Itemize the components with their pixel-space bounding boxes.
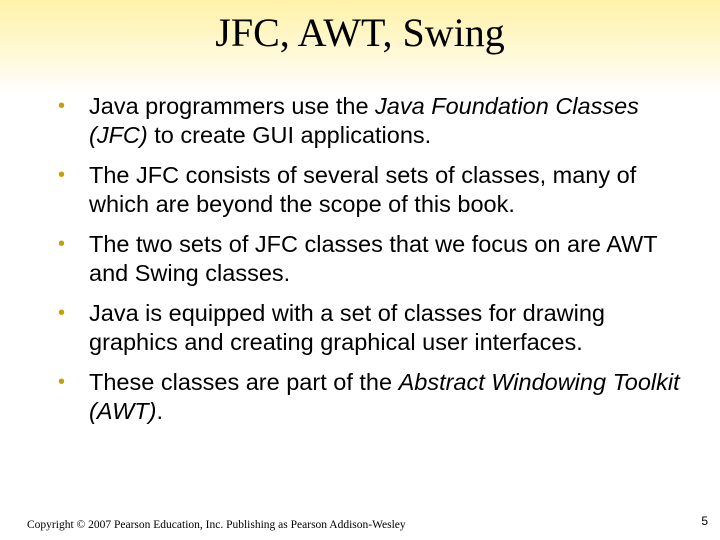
bullet-icon: •	[58, 233, 66, 255]
bullet-text-segment: Java programmers use the	[89, 93, 376, 119]
bullet-text: Java is equipped with a set of classes for drawing graphics and creating graphical user interfaces.	[89, 300, 605, 355]
bullet-text-italic: Abstract Windowing Toolkit (AWT)	[89, 369, 680, 424]
bullet-text-italic: Java Foundation Classes (JFC)	[89, 93, 639, 148]
bullet-text-segment: .	[156, 398, 163, 424]
bullet-item	[58, 299, 698, 357]
bullet-list	[58, 92, 698, 437]
footer-copyright: Copyright © 2007 Pearson Education, Inc. Publishing as Pearson Addison-Wesley	[27, 519, 406, 531]
bullet-text-segment: to create GUI applications.	[147, 122, 432, 148]
bullet-text-segment: These classes are part of the	[89, 369, 399, 395]
page-number: 5	[701, 514, 708, 528]
bullet-item	[58, 92, 698, 150]
bullet-item	[58, 368, 698, 426]
slide-title: JFC, AWT, Swing	[215, 10, 505, 55]
bullet-text: The JFC consists of several sets of classes, many of which are beyond the scope of this book.	[89, 162, 637, 217]
bullet-text: The two sets of JFC classes that we focus on are AWT and Swing classes.	[89, 231, 658, 286]
bullet-item	[58, 161, 698, 219]
bullet-text	[89, 369, 680, 424]
bullet-text	[89, 93, 639, 148]
bullet-icon: •	[58, 302, 66, 324]
bullet-icon: •	[58, 164, 66, 186]
bullet-icon: •	[58, 95, 66, 117]
bullet-item	[58, 230, 698, 288]
bullet-icon: •	[58, 371, 66, 393]
